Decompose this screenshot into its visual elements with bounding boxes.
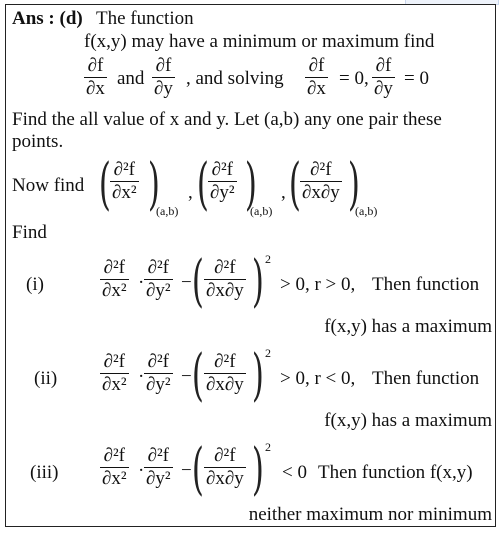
case-2-fxy	[204, 352, 246, 395]
numerator: ∂²f	[214, 257, 236, 278]
second-derivative-xy	[300, 160, 342, 203]
equals-zero-text: = 0,	[339, 68, 369, 89]
comma-2: ,	[281, 182, 286, 203]
left-paren: (	[191, 249, 204, 314]
denominator: ∂x²	[112, 182, 137, 203]
square-exponent: 2	[265, 346, 271, 360]
dot: ·	[138, 272, 145, 293]
denominator: ∂y²	[210, 182, 235, 203]
numerator: ∂f	[375, 55, 392, 76]
paragraph-line-2: points.	[12, 131, 64, 152]
numerator: ∂²f	[214, 351, 236, 372]
denominator: ∂x∂y	[302, 182, 340, 203]
case-2-number: (ii)	[34, 368, 58, 389]
case-3-result: neither maximum nor minimum	[248, 504, 492, 525]
denominator: ∂x²	[102, 374, 127, 395]
eval-point-2: (a,b)	[250, 204, 273, 218]
case-1-number: (i)	[26, 274, 44, 295]
right-paren: )	[244, 152, 257, 217]
case-2-fyy	[144, 352, 173, 395]
denominator: ∂x²	[102, 280, 127, 301]
case-2-then: Then function	[372, 368, 480, 389]
case-1-then: Then function	[372, 274, 480, 295]
denominator: ∂y	[154, 78, 173, 99]
dot: ·	[138, 366, 145, 387]
fraction-df-dx	[84, 56, 107, 99]
minus: −	[181, 460, 192, 481]
case-2-result: f(x,y) has a maximum	[324, 410, 492, 431]
paragraph-line-1: Find the all value of x and y. Let (a,b) any one pair these	[12, 109, 442, 130]
right-paren: )	[251, 343, 264, 408]
numerator: ∂²f	[147, 257, 169, 278]
left-paren: (	[98, 152, 111, 217]
numerator: ∂f	[308, 55, 325, 76]
intro-line-2: f(x,y) may have a minimum or maximum find	[84, 31, 435, 52]
numerator: ∂f	[155, 55, 172, 76]
find-label: Find	[12, 222, 47, 243]
case-1-fxy	[204, 258, 246, 301]
denominator: ∂y²	[146, 374, 171, 395]
fraction-df-dy	[152, 56, 175, 99]
and-solving-text: , and solving	[186, 68, 284, 89]
case-1-result: f(x,y) has a maximum	[324, 316, 492, 337]
denominator: ∂x∂y	[206, 468, 244, 489]
now-find-text: Now find	[12, 175, 85, 196]
case-3-fxx	[100, 446, 129, 489]
left-paren: (	[191, 437, 204, 502]
numerator: ∂f	[87, 55, 104, 76]
denominator: ∂x	[307, 78, 326, 99]
eval-point-3: (a,b)	[355, 204, 378, 218]
case-3-then: Then function f(x,y)	[318, 462, 473, 483]
numerator: ∂²f	[310, 159, 332, 180]
denominator: ∂x∂y	[206, 280, 244, 301]
second-derivative-xx	[110, 160, 139, 203]
and-text: and	[117, 68, 145, 89]
intro-text: The function	[96, 8, 194, 29]
fraction-df-dy-2	[372, 56, 395, 99]
eval-point-1: (a,b)	[156, 204, 179, 218]
case-3-number: (iii)	[30, 462, 59, 483]
comma-1: ,	[188, 182, 193, 203]
numerator: ∂²f	[103, 257, 125, 278]
case-3-fyy	[144, 446, 173, 489]
denominator: ∂x	[86, 78, 105, 99]
case-3-fxy	[204, 446, 246, 489]
numerator: ∂²f	[103, 445, 125, 466]
case-1-condition: > 0, r > 0,	[280, 274, 356, 295]
case-1-fxx	[100, 258, 129, 301]
numerator: ∂²f	[214, 445, 236, 466]
right-paren: )	[147, 152, 160, 217]
right-paren: )	[347, 152, 360, 217]
answer-label: Ans : (d)	[12, 8, 83, 29]
fraction-df-dx-2	[305, 56, 328, 99]
left-paren: (	[288, 152, 301, 217]
denominator: ∂y²	[146, 468, 171, 489]
minus: −	[181, 366, 192, 387]
case-3-condition: < 0	[282, 462, 307, 483]
minus: −	[181, 272, 192, 293]
left-paren: (	[196, 152, 209, 217]
square-exponent: 2	[265, 252, 271, 266]
numerator: ∂²f	[113, 159, 135, 180]
equals-zero-end: = 0	[404, 68, 429, 89]
numerator: ∂²f	[211, 159, 233, 180]
numerator: ∂²f	[147, 351, 169, 372]
left-paren: (	[191, 343, 204, 408]
right-paren: )	[251, 437, 264, 502]
denominator: ∂x²	[102, 468, 127, 489]
denominator: ∂y²	[146, 280, 171, 301]
case-1-fyy	[144, 258, 173, 301]
numerator: ∂²f	[103, 351, 125, 372]
dot: ·	[138, 460, 145, 481]
square-exponent: 2	[265, 440, 271, 454]
right-paren: )	[251, 249, 264, 314]
denominator: ∂y	[374, 78, 393, 99]
case-2-condition: > 0, r < 0,	[280, 368, 356, 389]
numerator: ∂²f	[147, 445, 169, 466]
denominator: ∂x∂y	[206, 374, 244, 395]
case-2-fxx	[100, 352, 129, 395]
second-derivative-yy	[208, 160, 237, 203]
